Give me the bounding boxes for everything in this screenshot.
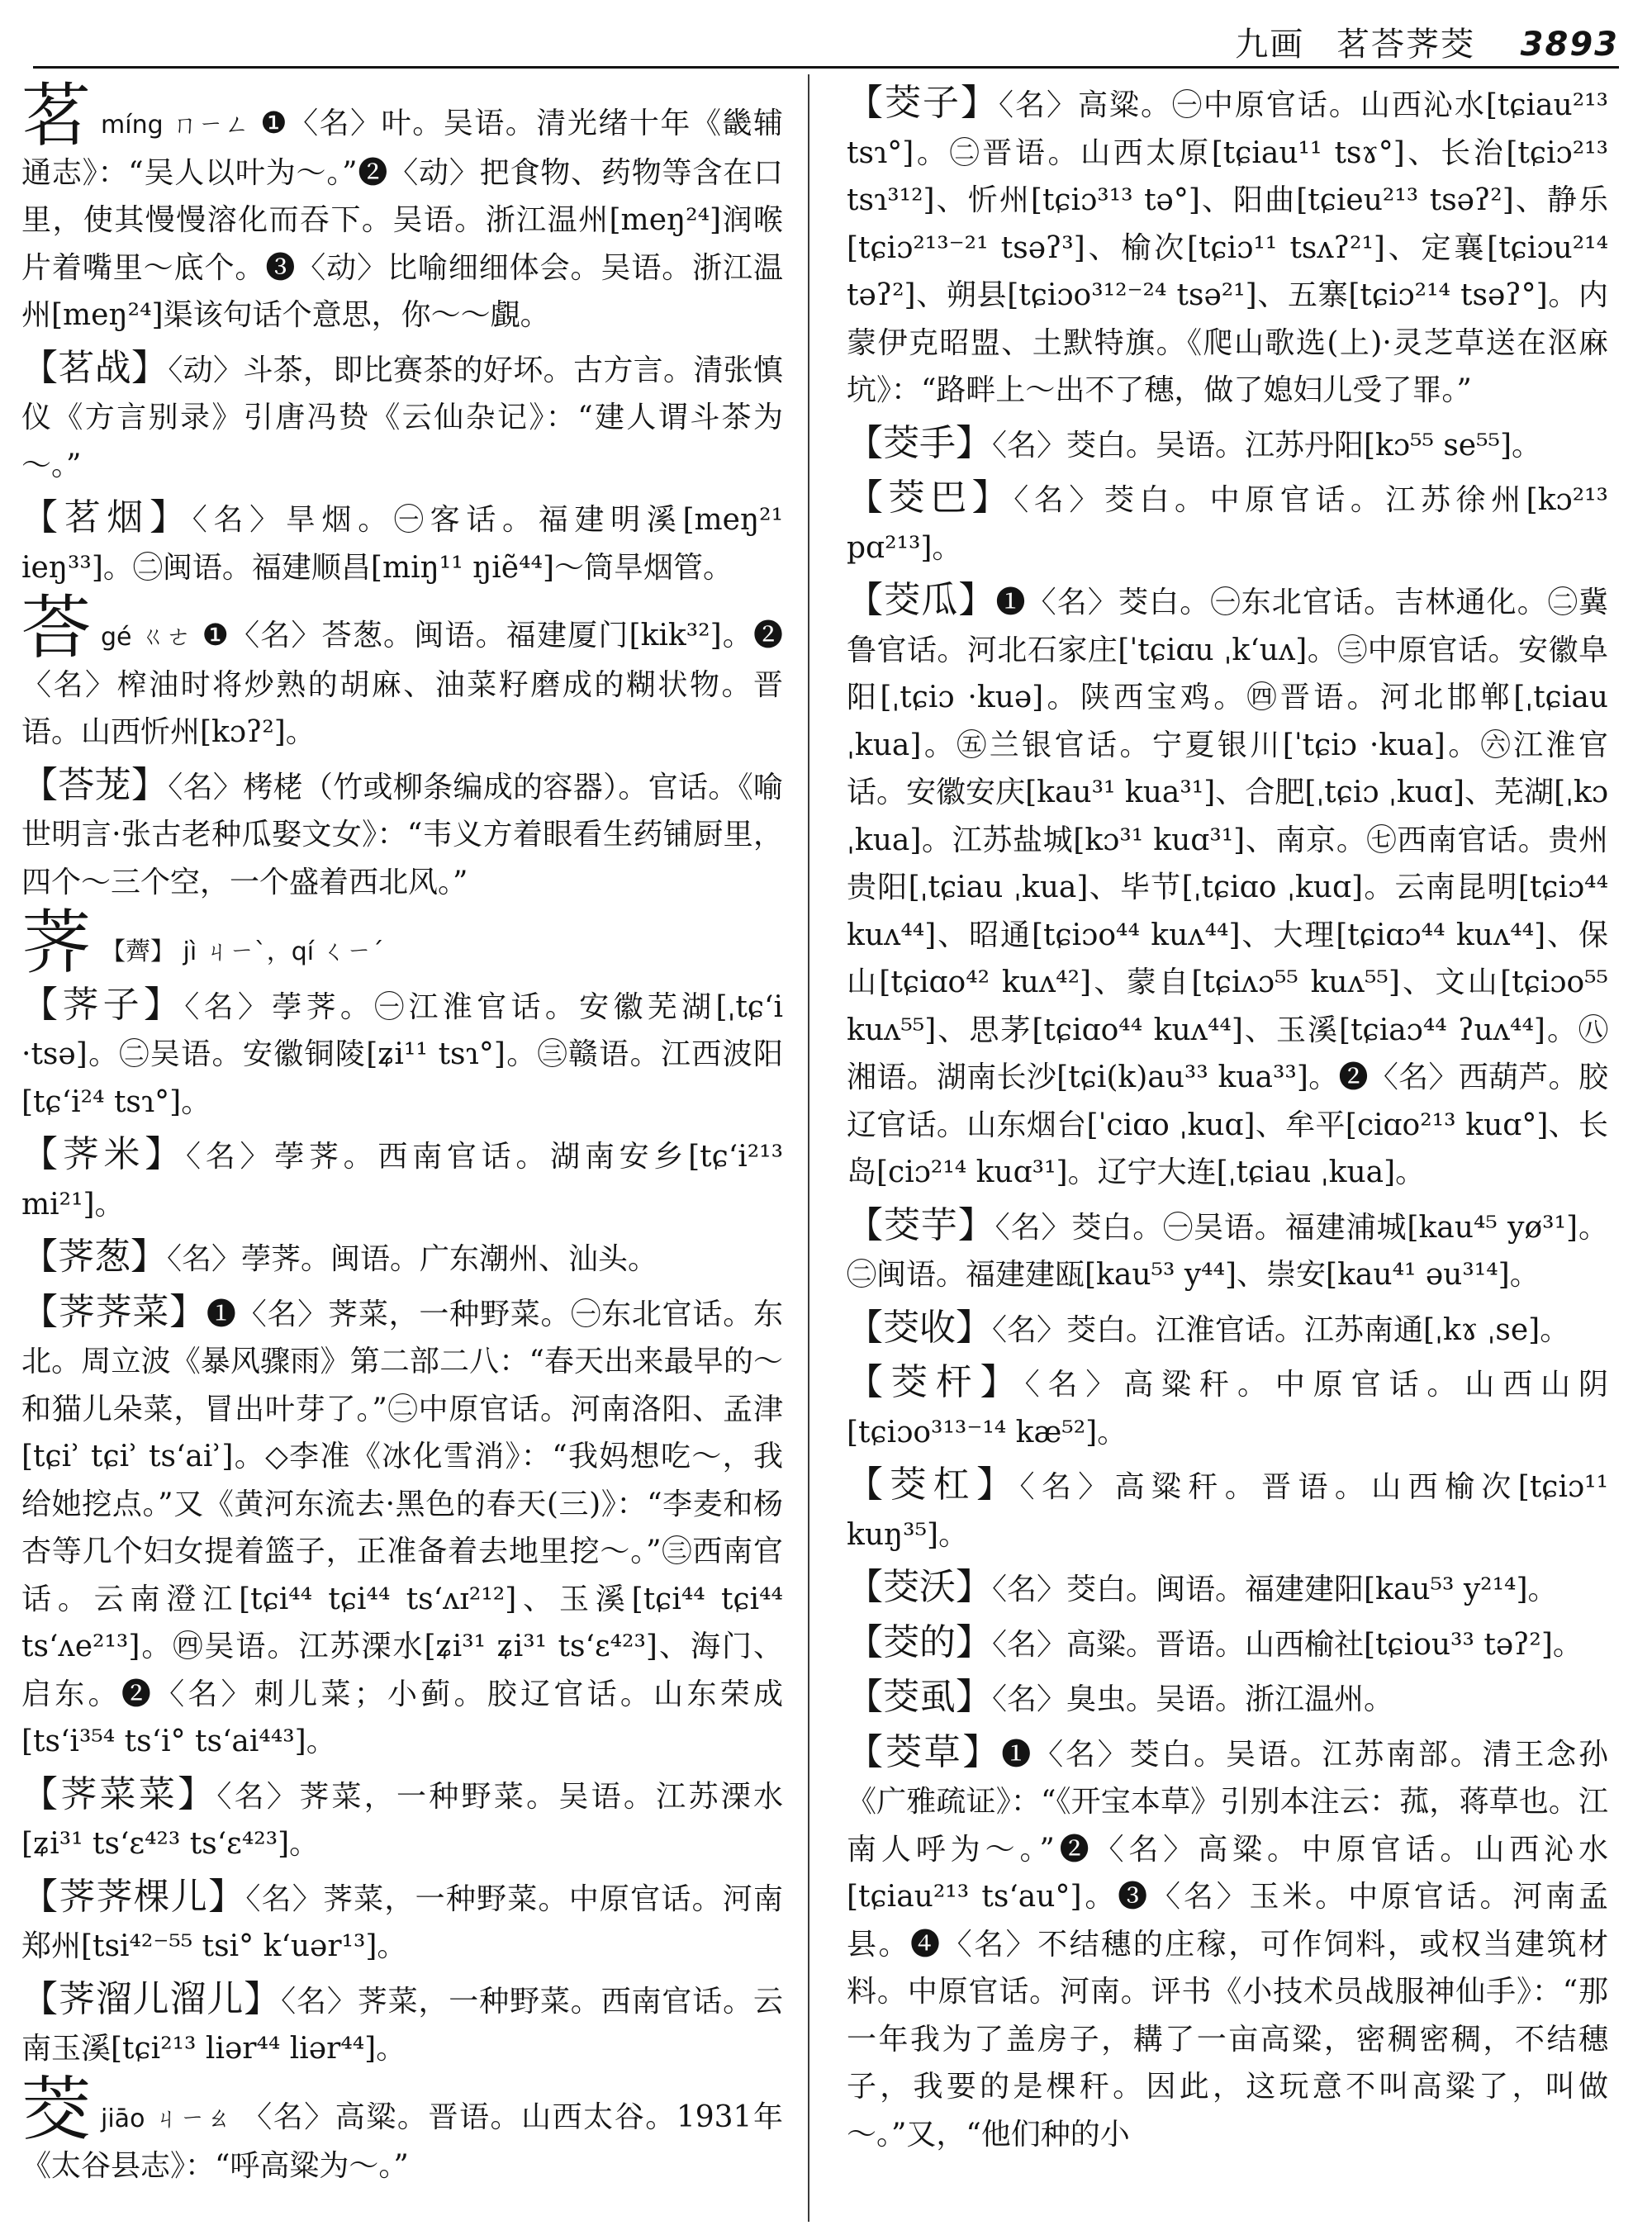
headword-char: 茭 bbox=[21, 2068, 92, 2150]
sub-entry bbox=[847, 1673, 1608, 1724]
left-column bbox=[21, 75, 784, 2195]
entry-word: 【茭收】 bbox=[847, 1306, 992, 1349]
definition-text: 〈动〉斗茶，即比赛茶的好坏。古方言。清张慎仪《方言别录》引唐冯贽《云仙杂记》：“建人谓斗茶为～。” bbox=[21, 353, 783, 482]
definition-text: 〈名〉荸荠。闽语。广东潮州、汕头。 bbox=[167, 1242, 658, 1276]
entry-word: 【茭杆】 bbox=[847, 1361, 1025, 1403]
definition-text: 〈名〉荠菜，一种野菜。西南官话。云南玉溪[tɕi²¹³ liər⁴⁴ liər⁴⁴]。 bbox=[21, 1984, 783, 2066]
definition-text: ❶〈名〉荠菜，一种野菜。㊀东北官话。东北。周立波《暴风骤雨》第二部二八：“春天出来最早的～和猫儿朵菜，冒出叶芽了。”㊁中原官话。河南洛阳、孟津[tɕiʾ tɕiʾ tsʻaiʾ]。◇李准《冰化雪消》：“我妈想吃～，我给她挖点。”又《黄河东流去·黑色的春天(三)》：“李麦和杨杏等几个妇女提着篮子，正准备着去地里挖～。”㊂西南官话。云南澄江[tɕi⁴⁴ tɕi⁴⁴ tsʻʌɪ²¹²]、玉溪[tɕi⁴⁴ tɕi⁴⁴ tsʻʌe²¹³]。㊃吴语。江苏溧水[ʑi³¹ ʑi³¹ tsʻɛ⁴²³]、海门、启东。❷〈名〉刺儿菜；小蓟。胶辽官话。山东荣成[tsʻi³⁵⁴ tsʻi° tsʻai⁴⁴³]。 bbox=[21, 1297, 783, 1758]
definition-text: 〈名〉茭白。江淮官话。江苏南通[ˌkɤ ˌse]。 bbox=[992, 1312, 1570, 1347]
head-entry bbox=[21, 2068, 783, 2190]
sub-entry bbox=[21, 494, 783, 591]
definition-text: ❶〈名〉荅葱。闽语。福建厦门[kik³²]。❷〈名〉榨油时将炒熟的胡麻、油菜籽磨成的糊状物。晋语。山西忻州[kɔʔ²]。 bbox=[21, 619, 783, 749]
sub-entry bbox=[21, 981, 783, 1127]
page-number: 3893 bbox=[1520, 26, 1619, 64]
sub-entry bbox=[847, 79, 1608, 415]
entry-word: 【茭巴】 bbox=[847, 477, 1014, 519]
head-entry bbox=[21, 75, 783, 339]
sub-entry bbox=[847, 1729, 1608, 2159]
sub-entry bbox=[21, 1873, 783, 1971]
sub-entry bbox=[847, 1461, 1608, 1559]
definition-text: 〈名〉荠菜，一种野菜。中原官话。河南郑州[tsi⁴²⁻⁵⁵ tsi° kʻuər¹³]。 bbox=[21, 1881, 783, 1963]
entry-word: 【茭芋】 bbox=[847, 1203, 995, 1246]
entry-word: 【荠荠菜】 bbox=[21, 1290, 206, 1333]
definition-text: ❶〈名〉茭白。吴语。江苏南部。清王念孙《广雅疏证》：“《开宝本草》引别本注云：菰，蒋草也。江南人呼为～。”❷〈名〉高粱。中原官话。山西沁水[tɕiau²¹³ tsʻau°]。❸〈名〉玉米。中原官话。河南孟县。❹〈名〉不结穗的庄稼，可作饲料，或权当建筑材料。中原官话。河南。评书《小技术员战服神仙手》：“那一年我为了盖房子，耩了一亩高粱，密稠密稠，不结穗子，我要的是棵秆。因此，这玩意不叫高粱了，叫做～。”又，“他们种的小 bbox=[847, 1737, 1608, 2152]
sub-entry bbox=[847, 1563, 1608, 1614]
headword-char: 荅 bbox=[21, 587, 92, 668]
pronunciation: 【薺】 jì ㄐㄧˋ，qí ㄑㄧˊ bbox=[101, 937, 384, 966]
sub-entry bbox=[21, 1288, 783, 1766]
sub-entry bbox=[21, 1976, 783, 2073]
definition-text: 〈名〉茭白。中原官话。江苏徐州[kɔ²¹³ pɑ²¹³]。 bbox=[847, 483, 1608, 565]
sub-entry bbox=[847, 1304, 1608, 1355]
entry-word: 【茭子】 bbox=[847, 82, 999, 124]
sub-entry bbox=[847, 1619, 1608, 1669]
sub-entry bbox=[847, 474, 1608, 572]
headword-char: 荠 bbox=[21, 902, 92, 983]
entry-word: 【茭手】 bbox=[847, 421, 992, 464]
sub-entry bbox=[21, 1771, 783, 1868]
header-rule bbox=[33, 66, 1619, 69]
entry-word: 【茭沃】 bbox=[847, 1566, 992, 1608]
sub-entry bbox=[847, 1359, 1608, 1456]
definition-text: ❶〈名〉茭白。㊀东北官话。吉林通化。㊁冀鲁官话。河北石家庄[ˈtɕiɑu ˌkʻuʌ]。㊂中原官话。安徽阜阳[ˌtɕiɔ ·kuə]。陕西宝鸡。㊃晋语。河北邯郸[ˌtɕiau ˌkua]。㊄兰银官话。宁夏银川[ˈtɕiɔ ·kua]。㊅江淮官话。安徽安庆[kau³¹ kua³¹]、合肥[ˌtɕiɔ ˌkuɑ]、芜湖[ˌkɔ ˌkua]。江苏盐城[kɔ³¹ kuɑ³¹]、南京。㊆西南官话。贵州贵阳[ˌtɕiau ˌkua]、毕节[ˌtɕiɑo ˌkuɑ]。云南昆明[tɕiɔ⁴⁴ kuʌ⁴⁴]、昭通[tɕiɔo⁴⁴ kuʌ⁴⁴]、大理[tɕiɑɔ⁴⁴ kuʌ⁴⁴]、保山[tɕiɑo⁴² kuʌ⁴²]、蒙自[tɕiʌɔ⁵⁵ kuʌ⁵⁵]、文山[tɕiɔo⁵⁵ kuʌ⁵⁵]、思茅[tɕiɑo⁴⁴ kuʌ⁴⁴]、玉溪[tɕiaɔ⁴⁴ ʔuʌ⁴⁴]。㊇湘语。湖南长沙[tɕi(k)au³³ kua³³]。❷〈名〉西葫芦。胶辽官话。山东烟台[ˈciɑo ˌkuɑ]、牟平[ciɑo²¹³ kuɑ°]、长岛[ciɔ²¹⁴ kuɑ³¹]。辽宁大连[ˌtɕiau ˌkua]。 bbox=[847, 586, 1608, 1189]
definition-text: 〈名〉栲栳（竹或柳条编成的容器）。官话。《喻世明言·张古老种瓜娶文女》：“韦义方着眼看生药铺厨里，四个～三个空，一个盛着西北风。” bbox=[21, 770, 783, 899]
definition-text: 〈名〉臭虫。吴语。浙江温州。 bbox=[992, 1682, 1394, 1716]
running-head bbox=[1235, 18, 1619, 65]
section-label: 九画 bbox=[1235, 26, 1305, 64]
definition-text: ❶〈名〉叶。吴语。清光绪十年《畿辅通志》：“吴人以叶为～。”❷〈动〉把食物、药物等含在口里，使其慢慢溶化而吞下。吴语。浙江温州[meŋ²⁴]润喉片着嘴里～底个。❸〈动〉比喻细细体会。吴语。浙江温州[meŋ²⁴]渠该句话个意思，你～～覰。 bbox=[21, 107, 783, 332]
definition-text: 〈名〉荸荠。㊀江淮官话。安徽芜湖[ˌtɕʻi ·tsə]。㊁吴语。安徽铜陵[ʑi¹¹ tsɿ°]。㊂赣语。江西波阳[tɕʻi²⁴ tsɿ°]。 bbox=[21, 989, 783, 1119]
definition-text: 〈名〉高粱秆。晋语。山西榆次[tɕiɔ¹¹ kuŋ³⁵]。 bbox=[847, 1470, 1609, 1552]
definition-text: 〈名〉茭白。闽语。福建建阳[kau⁵³ y²¹⁴]。 bbox=[992, 1573, 1558, 1606]
pronunciation: gé ㄍㄜ bbox=[101, 623, 192, 652]
sub-entry bbox=[847, 420, 1608, 470]
entry-word: 【荠米】 bbox=[21, 1133, 186, 1175]
definition-text: 〈名〉茭白。吴语。江苏丹阳[kɔ⁵⁵ se⁵⁵]。 bbox=[992, 428, 1542, 463]
definition-text: 〈名〉高粱。㊀中原官话。山西沁水[tɕiau²¹³ tsɿ°]。㊁晋语。山西太原[tɕiau¹¹ tsɤ°]、长治[tɕiɔ²¹³ tsɿ³¹²]、忻州[tɕiɔ³¹³ tə°]、阳曲[tɕieu²¹³ tsəʔ²]、静乐[tɕiɔ²¹³⁻²¹ tsəʔ³]、榆次[tɕiɔ¹¹ tsʌʔ²¹]、定襄[tɕiɔu²¹⁴ təʔ²]、朔县[tɕiɔo³¹²⁻²⁴ tsə²¹]、五寨[tɕiɔ²¹⁴ tsəʔ°]。内蒙伊克昭盟、土默特旗。《爬山歌选(上)·灵芝草送在沤麻坑》：“路畔上～出不了穗，做了媳妇儿受了罪。” bbox=[847, 88, 1609, 407]
entry-word: 【荠葱】 bbox=[21, 1236, 167, 1278]
column-divider bbox=[808, 74, 809, 2222]
head-entry bbox=[21, 902, 783, 983]
sub-entry bbox=[21, 1131, 783, 1228]
pronunciation: jiāo ㄐㄧㄠ bbox=[101, 2104, 233, 2133]
headword-char: 茗 bbox=[21, 75, 92, 156]
definition-text: 〈名〉高粱秆。中原官话。山西山阴[tɕiɔo³¹³⁻¹⁴ kæ⁵²]。 bbox=[847, 1368, 1608, 1450]
entry-word: 【茗烟】 bbox=[21, 496, 192, 539]
entry-word: 【茭瓜】 bbox=[847, 579, 996, 621]
definition-text: 〈名〉旱烟。㊀客话。福建明溪[meŋ²¹ ieŋ³³]。㊁闽语。福建顺昌[miŋ¹¹ ŋiẽ⁴⁴]～筒旱烟管。 bbox=[21, 503, 784, 585]
definition-text: 〈名〉荸荠。西南官话。湖南安乡[tɕʻi²¹³ mi²¹]。 bbox=[21, 1140, 783, 1222]
sub-entry bbox=[21, 762, 783, 907]
entry-word: 【荠溜儿溜儿】 bbox=[21, 1977, 282, 2020]
entry-word: 【荅茏】 bbox=[21, 763, 169, 806]
pronunciation: míng ㄇㄧㄥ bbox=[101, 111, 251, 140]
entry-word: 【茗战】 bbox=[21, 346, 169, 389]
definition-text: 〈名〉高粱。晋语。山西榆社[tɕiou³³ təʔ²]。 bbox=[992, 1627, 1583, 1662]
right-column bbox=[847, 79, 1608, 2163]
definition-text: 〈名〉荠菜，一种野菜。吴语。江苏溧水[ʑi³¹ tsʻɛ⁴²³ tsʻɛ⁴²³]。 bbox=[21, 1779, 783, 1861]
sub-entry bbox=[847, 1202, 1608, 1299]
entry-word: 【荠荠棵儿】 bbox=[21, 1875, 246, 1918]
definition-text: 〈名〉高粱。晋语。山西太谷。1931年《太谷县志》：“呼高粱为～。” bbox=[21, 2100, 783, 2183]
sub-entry bbox=[847, 576, 1608, 1197]
page-headwords: 茗荅荠茭 bbox=[1336, 26, 1475, 64]
head-entry bbox=[21, 587, 783, 757]
entry-word: 【荠子】 bbox=[21, 983, 185, 1026]
entry-word: 【茭的】 bbox=[847, 1620, 992, 1663]
sub-entry bbox=[21, 344, 783, 490]
sub-entry bbox=[21, 1233, 783, 1283]
entry-word: 【茭虱】 bbox=[847, 1676, 992, 1718]
entry-word: 【茭草】 bbox=[847, 1730, 1002, 1773]
entry-word: 【荠菜菜】 bbox=[21, 1772, 217, 1815]
entry-word: 【茭杠】 bbox=[847, 1464, 1020, 1506]
definition-text: 〈名〉茭白。㊀吴语。福建浦城[kau⁴⁵ yø³¹]。㊁闽语。福建建瓯[kau⁵³ y⁴⁴]、崇安[kau⁴¹ əu³¹⁴]。 bbox=[847, 1210, 1608, 1292]
